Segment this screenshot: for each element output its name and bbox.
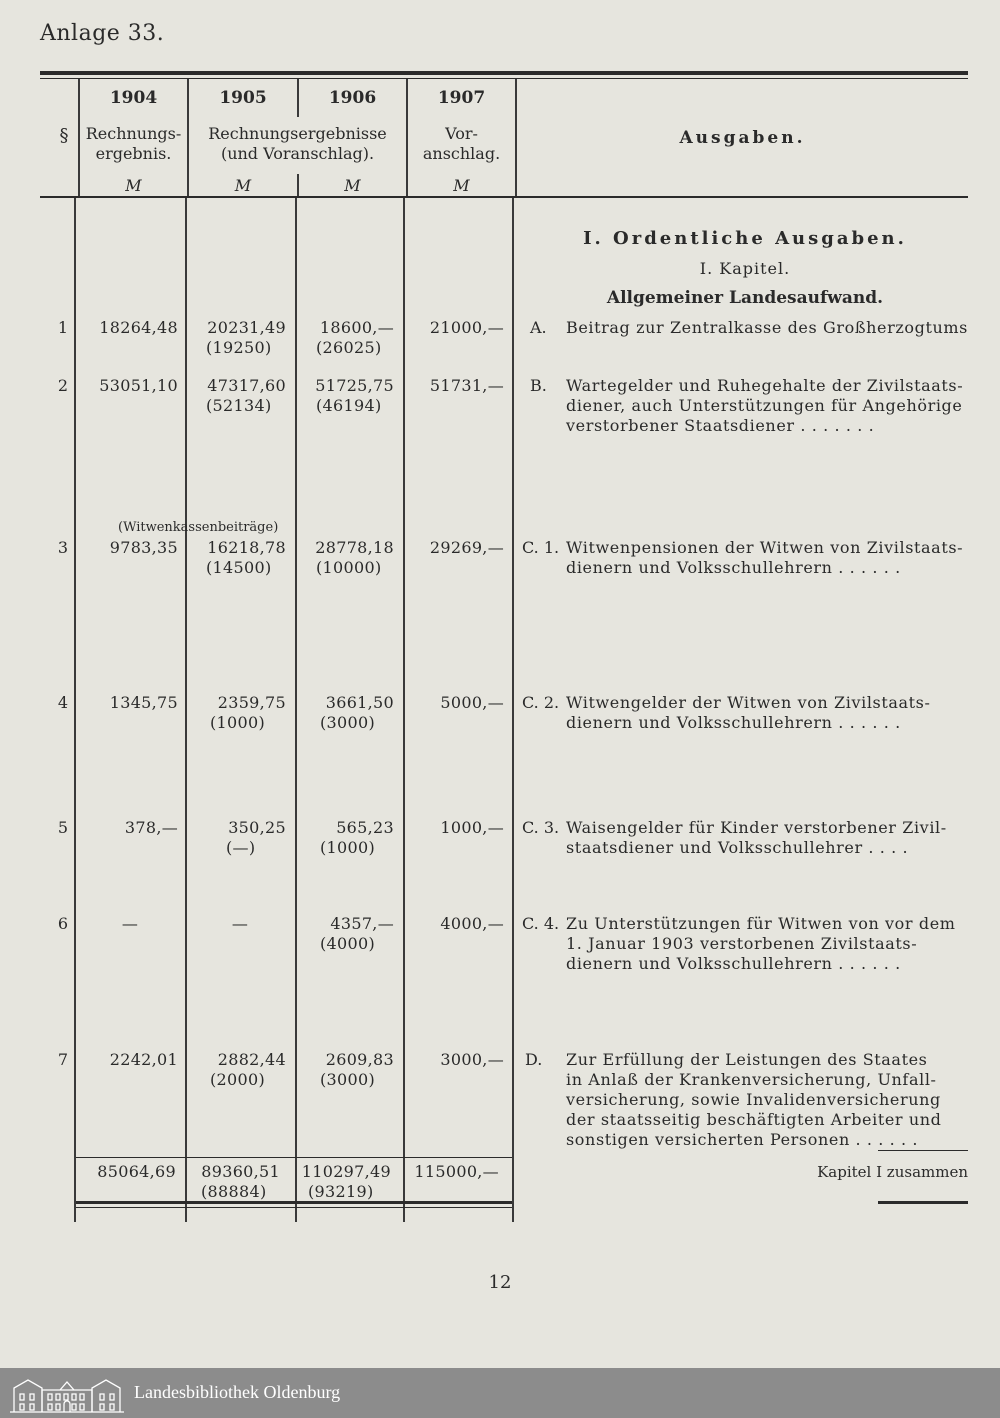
row-1-1906: 18600,—: [319, 318, 394, 337]
row-1-1905: 20231,49: [207, 318, 286, 337]
row-4-1906: 3661,50: [325, 693, 394, 712]
unit-1907: M: [453, 176, 470, 195]
witwenkassen-note: (Witwenkassenbeiträge): [118, 520, 279, 535]
row-3-nr: 3: [57, 538, 69, 557]
subhead-1904-line2: ergebnis.: [95, 144, 172, 163]
row-5-text-line: Waisengelder für Kinder verstorbener Zivil-: [566, 818, 947, 837]
ausgaben-header: Ausgaben.: [679, 128, 806, 148]
unit-1905: M: [234, 176, 252, 195]
row-7-1907: 3000,—: [440, 1050, 504, 1069]
row-4-1905-voranschlag: (1000): [210, 713, 266, 732]
row-7-text-line: Zur Erfüllung der Leistungen des Staates: [566, 1050, 928, 1069]
row-3-text-line: dienern und Volksschullehrern . . . . . .: [566, 558, 901, 577]
row-4-text-line: dienern und Volksschullehrern . . . . . .: [566, 713, 901, 732]
row-6-1907: 4000,—: [440, 914, 504, 933]
row-3-1906-voranschlag: (10000): [316, 558, 382, 577]
row-4-letter: C. 2.: [522, 693, 560, 712]
row-4-1907: 5000,—: [440, 693, 504, 712]
body-sep-3: [295, 198, 297, 1222]
body-sep-2: [185, 198, 187, 1222]
kapitel-total-label: Kapitel I zusammen: [817, 1163, 968, 1181]
heading-landesaufwand: Allgemeiner Landesaufwand.: [606, 288, 884, 308]
row-1-1905-voranschlag: (19250): [206, 338, 272, 357]
row-7-1904: 2242,01: [109, 1050, 178, 1069]
row-6-text-line: Zu Unterstützungen für Witwen von vor dem: [566, 914, 956, 933]
row-6-1906: 4357,—: [330, 914, 394, 933]
row-4-1906-voranschlag: (3000): [320, 713, 376, 732]
row-3-1905-voranschlag: (14500): [206, 558, 272, 577]
row-2-text-line: verstorbener Staatsdiener . . . . . . .: [566, 416, 875, 435]
kapitel-bottom-rule: [878, 1201, 968, 1204]
heading-kapitel: I. Kapitel.: [699, 259, 791, 278]
row-5-nr: 5: [57, 818, 69, 837]
body-sep-1: [74, 198, 76, 1222]
row-2-1906-voranschlag: (46194): [316, 396, 382, 415]
row-2-1905-voranschlag: (52134): [206, 396, 272, 415]
row-4-1904: 1345,75: [109, 693, 178, 712]
row-6-1906-voranschlag: (4000): [320, 934, 376, 953]
library-footer: [0, 1368, 1000, 1418]
row-2-text-line: Wartegelder und Ruhegehalte der Zivilstaats-: [566, 376, 964, 395]
row-5-1905: 350,25: [228, 818, 286, 837]
row-5-text-line: staatsdiener und Volksschullehrer . . . .: [566, 838, 909, 857]
row-2-1905: 47317,60: [207, 376, 286, 395]
row-7-text: [566, 1050, 970, 1150]
body-sep-5: [512, 198, 514, 1222]
row-5-1906-voranschlag: (1000): [320, 838, 376, 857]
row-5-1907: 1000,—: [440, 818, 504, 837]
row-1-text: [566, 318, 970, 338]
row-6-letter: C. 4.: [522, 914, 560, 933]
subhead-1907-line1: Vor-: [445, 124, 478, 143]
top-rule-thick: [40, 71, 968, 75]
row-1-letter: A.: [530, 318, 547, 337]
body-sep-4: [403, 198, 405, 1222]
anlage-label: Anlage 33.: [40, 21, 165, 46]
year-1904: 1904: [109, 88, 158, 108]
top-rule-thin: [40, 78, 968, 79]
year-1905: 1905: [219, 88, 267, 108]
row-7-1905-voranschlag: (2000): [210, 1070, 266, 1089]
row-1-text-line: Beitrag zur Zentralkasse des Großherzogtums: [566, 318, 968, 337]
row-6-text: [566, 914, 970, 974]
row-7-nr: 7: [57, 1050, 69, 1069]
row-4-nr: 4: [57, 693, 69, 712]
row-7-letter: D.: [525, 1050, 543, 1069]
total-rule: [76, 1157, 512, 1158]
year-1906: 1906: [328, 88, 377, 108]
row-5-text: [566, 818, 970, 858]
row-3-letter: C. 1.: [522, 538, 560, 557]
row-2-nr: 2: [57, 376, 69, 395]
row-3-text-line: Witwenpensionen der Witwen von Zivilstaats-: [566, 538, 964, 557]
row-4-1905: 2359,75: [217, 693, 286, 712]
row-7-text-line: sonstigen versicherten Personen . . . . . .: [566, 1130, 919, 1149]
row-2-text-line: diener, auch Unterstützungen für Angehörige: [566, 396, 963, 415]
row-5-letter: C. 3.: [522, 818, 560, 837]
row-7-1906: 2609,83: [325, 1050, 394, 1069]
row-4-text: [566, 693, 970, 733]
row-7-1906-voranschlag: (3000): [320, 1070, 376, 1089]
unit-1904: M: [125, 176, 142, 195]
row-3-1907: 29269,—: [429, 538, 504, 557]
row-3-1905: 16218,78: [207, 538, 286, 557]
row-7-text-line: versicherung, sowie Invalidenversicherung: [566, 1090, 941, 1109]
row-1-1904: 18264,48: [99, 318, 178, 337]
row-1-1907: 21000,—: [429, 318, 504, 337]
bottom-rule-thin: [76, 1207, 512, 1208]
row-3-text: [566, 538, 970, 578]
total-1905: 89360,51: [201, 1162, 280, 1181]
row-6-1905: —: [231, 914, 249, 933]
page-number: 12: [488, 1272, 512, 1293]
kapitel-rule-right: [878, 1150, 968, 1151]
total-1906-voranschlag: (93219): [308, 1182, 374, 1201]
total-1907: 115000,—: [414, 1162, 499, 1181]
header-bottom-rule: [40, 196, 968, 198]
row-2-text: [566, 376, 970, 436]
row-1-nr: 1: [57, 318, 69, 337]
row-2-1907: 51731,—: [429, 376, 504, 395]
row-2-1906: 51725,75: [315, 376, 394, 395]
row-5-1905-voranschlag: (—): [226, 838, 256, 857]
total-1905-voranschlag: (88884): [201, 1182, 267, 1201]
subhead-1905-06-line2: (und Voranschlag).: [220, 144, 375, 163]
row-6-nr: 6: [57, 914, 69, 933]
subhead-1907-line2: anschlag.: [422, 144, 501, 163]
row-7-text-line: der staatsseitig beschäftigten Arbeiter und: [566, 1110, 942, 1129]
row-1-1906-voranschlag: (26025): [316, 338, 382, 357]
row-7-1905: 2882,44: [217, 1050, 286, 1069]
total-1904: 85064,69: [97, 1162, 176, 1181]
row-6-text-line: dienern und Volksschullehrern . . . . . .: [566, 954, 901, 973]
library-name: Landesbibliothek Oldenburg: [134, 1382, 341, 1402]
row-5-1904: 378,—: [124, 818, 178, 837]
section-header: §: [59, 125, 69, 146]
bottom-rule-thick: [76, 1201, 512, 1204]
heading-ordentliche: I. Ordentliche Ausgaben.: [583, 228, 907, 249]
row-7-text-line: in Anlaß der Krankenversicherung, Unfall-: [566, 1070, 937, 1089]
year-1907: 1907: [437, 88, 486, 108]
total-1906: 110297,49: [301, 1162, 391, 1181]
unit-1906: M: [344, 176, 361, 195]
row-2-1904: 53051,10: [99, 376, 178, 395]
row-6-1904: —: [121, 914, 139, 933]
row-6-text-line: 1. Januar 1903 verstorbenen Zivilstaats-: [566, 934, 918, 953]
row-5-1906: 565,23: [336, 818, 394, 837]
row-4-text-line: Witwengelder der Witwen von Zivilstaats-: [566, 693, 931, 712]
row-3-1904: 9783,35: [109, 538, 178, 557]
subhead-1905-06-line1: Rechnungsergebnisse: [208, 124, 387, 143]
subhead-1904-line1: Rechnungs-: [85, 124, 182, 143]
row-3-1906: 28778,18: [315, 538, 394, 557]
library-building-logo: [8, 1374, 126, 1414]
row-2-letter: B.: [530, 376, 547, 395]
